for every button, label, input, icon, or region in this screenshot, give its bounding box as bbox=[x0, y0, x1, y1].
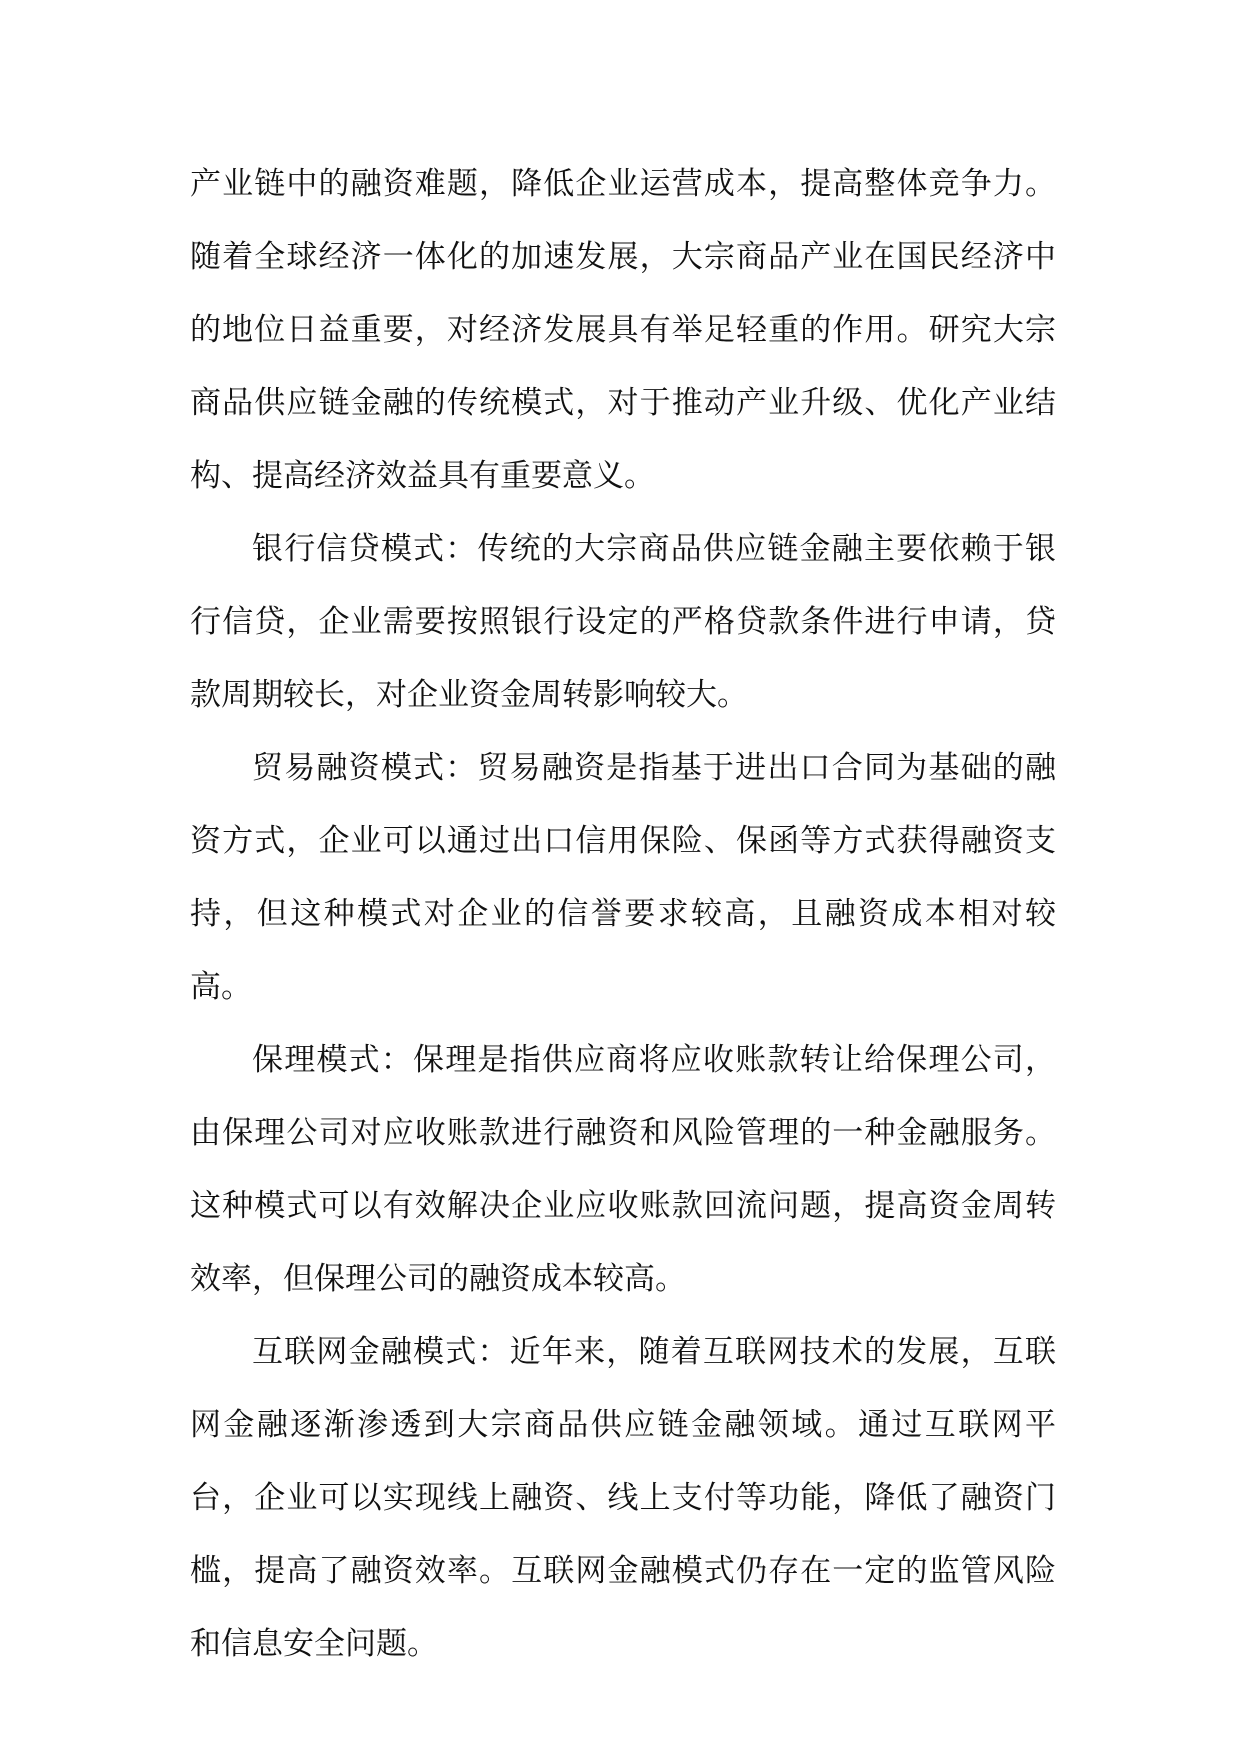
paragraph-bank-credit-mode: 银行信贷模式：传统的大宗商品供应链金融主要依赖于银行信贷，企业需要按照银行设定的严格贷款条件进行申请，贷款周期较长，对企业资金周转影响较大。 bbox=[190, 531, 1056, 713]
paragraph-factoring-mode: 保理模式：保理是指供应商将应收账款转让给保理公司，由保理公司对应收账款进行融资和风险管理的一种金融服务。这种模式可以有效解决企业应收账款回流问题，提高资金周转效率，但保理公司的融资成本较高。 bbox=[190, 1042, 1056, 1297]
paragraph-continuation: 产业链中的融资难题，降低企业运营成本，提高整体竞争力。随着全球经济一体化的加速发展，大宗商品产业在国民经济中的地位日益重要，对经济发展具有举足轻重的作用。研究大宗商品供应链金融的传统模式，对于推动产业升级、优化产业结构、提高经济效益具有重要意义。 bbox=[190, 166, 1056, 494]
paragraph-trade-finance-mode: 贸易融资模式：贸易融资是指基于进出口合同为基础的融资方式，企业可以通过出口信用保险、保函等方式获得融资支持，但这种模式对企业的信誉要求较高，且融资成本相对较高。 bbox=[190, 750, 1056, 1005]
paragraph-internet-finance-mode: 互联网金融模式：近年来，随着互联网技术的发展，互联网金融逐渐渗透到大宗商品供应链金融领域。通过互联网平台，企业可以实现线上融资、线上支付等功能，降低了融资门槛，提高了融资效率。互联网金融模式仍存在一定的监管风险和信息安全问题。 bbox=[190, 1334, 1056, 1662]
document-body bbox=[190, 148, 1056, 1681]
